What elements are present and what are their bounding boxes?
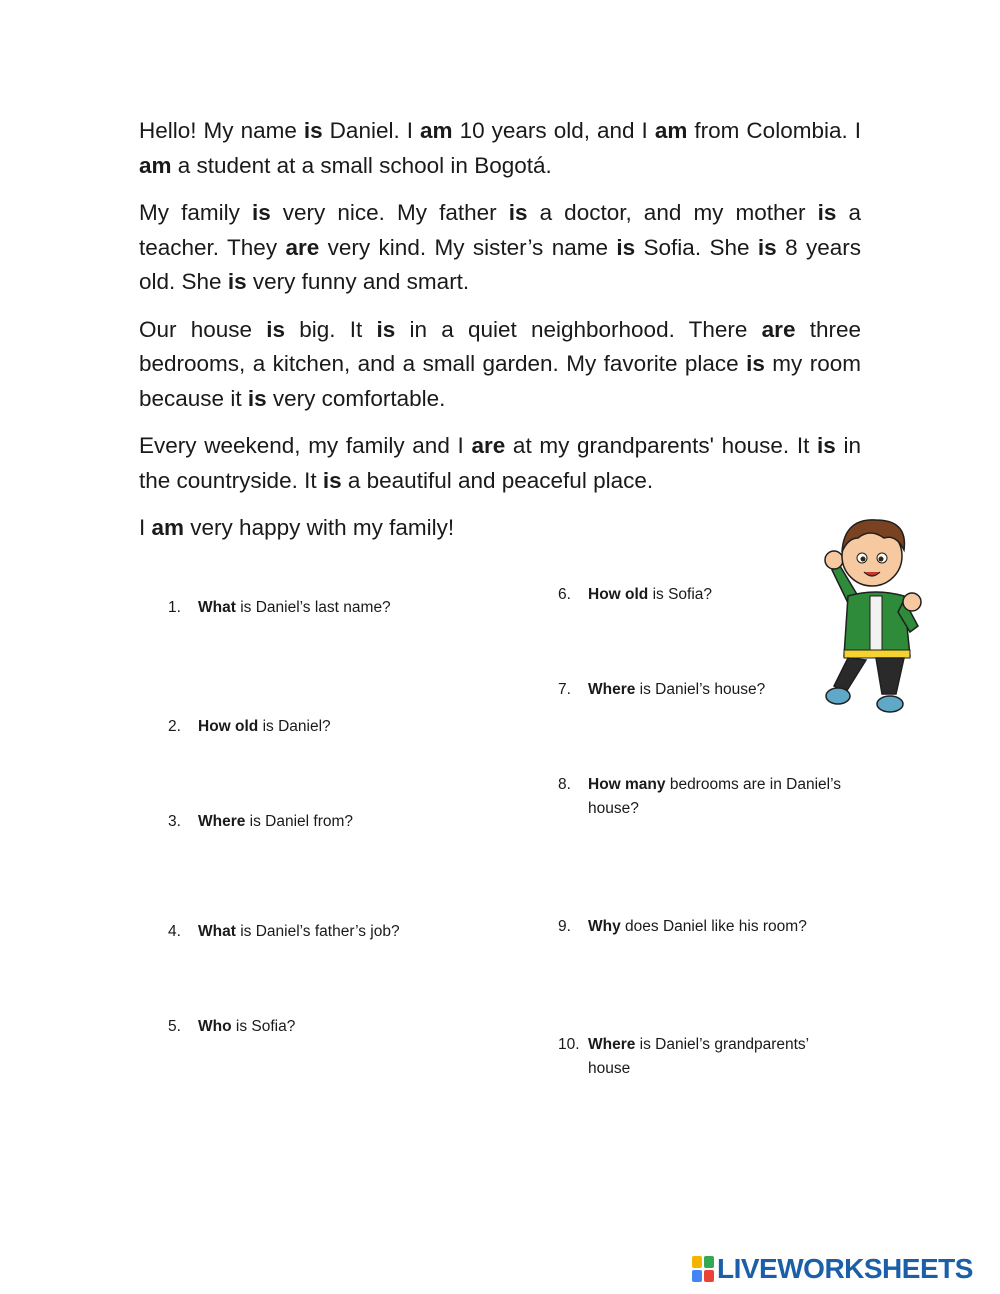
verb-to-be: am [654, 118, 688, 143]
verb-to-be: is [247, 385, 267, 411]
question-text: is Daniel’s house? [635, 681, 766, 698]
paragraph [139, 313, 861, 417]
text-run: very nice. My father [270, 200, 509, 225]
text-run: My family [139, 200, 252, 225]
text-run: three bedrooms, a kitchen, and a small garden. My favorite place [139, 316, 861, 376]
text-run: Daniel. I [322, 118, 421, 143]
question-keyword: Who [198, 1018, 232, 1035]
question-number: 9. [558, 918, 571, 935]
question-4 [168, 920, 528, 944]
question-number: 4. [168, 923, 181, 940]
question-number: 2. [168, 718, 181, 735]
question-text: bedrooms are in Daniel’s [665, 776, 841, 793]
text-run: very comfortable. [266, 385, 446, 411]
text-run: from Colombia. I [687, 118, 861, 143]
text-run: in the countryside. It [139, 433, 861, 493]
text-run: a beautiful and peaceful place. [341, 467, 654, 493]
text-run: very happy with my family! [184, 515, 455, 540]
question-number: 7. [558, 681, 571, 698]
text-run: 10 years old, and I [452, 118, 655, 143]
question-keyword: Why [588, 918, 621, 935]
text-run: a teacher. They [139, 200, 862, 260]
question-number: 8. [558, 776, 571, 793]
logo-text: LIVEWORKSHEETS [717, 1253, 973, 1284]
verb-to-be: am [420, 118, 453, 143]
text-run: a student at a small school in Bogotá. [171, 152, 552, 178]
verb-to-be: are [761, 316, 796, 342]
text-run: Every weekend, my family and I [139, 433, 472, 458]
text-run: Sofia. She [635, 234, 758, 260]
question-number: 10. [558, 1036, 580, 1053]
text-run: very funny and smart. [246, 269, 470, 294]
verb-to-be: is [757, 234, 777, 260]
question-1 [168, 596, 528, 620]
question-text: is Daniel from? [245, 813, 354, 830]
question-number: 6. [558, 586, 571, 603]
question-text: does Daniel like his room? [620, 918, 807, 935]
question-6 [558, 583, 858, 607]
question-number: 3. [168, 813, 181, 830]
logo-mark-icon [692, 1256, 714, 1282]
reading-passage [139, 114, 861, 559]
verb-to-be: am [151, 515, 185, 540]
verb-to-be: is [251, 200, 271, 225]
text-run: my room because it [139, 351, 861, 411]
question-keyword: How many [588, 776, 666, 793]
liveworksheets-logo [692, 1254, 973, 1284]
question-9 [558, 915, 858, 939]
verb-to-be: is [817, 433, 836, 458]
verb-to-be: is [376, 316, 396, 342]
question-text: is Sofia? [231, 1018, 296, 1035]
question-keyword: How old [588, 586, 649, 603]
question-8 [558, 773, 858, 821]
question-text-line2: house? [588, 800, 639, 817]
question-text: is Daniel’s father’s job? [235, 923, 400, 940]
text-run: Our house [139, 316, 267, 342]
verb-to-be: is [508, 200, 528, 225]
verb-to-be: is [817, 200, 837, 225]
question-number: 1. [168, 599, 181, 616]
verb-to-be: is [266, 316, 286, 342]
question-text: is Daniel? [258, 718, 331, 735]
question-keyword: Where [198, 813, 246, 830]
verb-to-be: is [303, 118, 323, 143]
paragraph [139, 511, 861, 546]
text-run: a doctor, and my mother [527, 200, 818, 225]
question-number: 5. [168, 1018, 181, 1035]
text-run: in a quiet neighborhood. There [395, 316, 762, 342]
question-keyword: What [198, 599, 236, 616]
verb-to-be: is [322, 467, 342, 493]
text-run: 8 years old. She [139, 234, 861, 294]
question-keyword: Where [588, 1036, 636, 1053]
question-text-line2: house [588, 1060, 631, 1077]
question-10 [558, 1033, 858, 1081]
verb-to-be: are [471, 433, 506, 458]
question-7 [558, 678, 858, 702]
question-keyword: How old [198, 718, 259, 735]
text-run: I [139, 515, 152, 540]
text-run: at my grandparents' house. It [505, 433, 818, 458]
paragraph [139, 196, 861, 300]
paragraph [139, 114, 861, 183]
verb-to-be: is [616, 234, 636, 260]
question-2 [168, 715, 528, 739]
question-keyword: Where [588, 681, 636, 698]
verb-to-be: am [139, 152, 172, 178]
verb-to-be: is [227, 269, 247, 294]
paragraph [139, 429, 861, 498]
text-run: big. It [285, 316, 377, 342]
question-text: is Sofia? [648, 586, 713, 603]
verb-to-be: is [746, 351, 765, 376]
question-text: is Daniel’s grandparents’ [635, 1036, 810, 1053]
question-keyword: What [198, 923, 236, 940]
boy-illustration [818, 508, 936, 718]
question-3 [168, 810, 528, 834]
question-5 [168, 1015, 528, 1039]
question-text: is Daniel’s last name? [235, 599, 391, 616]
verb-to-be: are [285, 234, 320, 260]
text-run: very kind. My sister’s name [319, 234, 617, 260]
text-run: Hello! My name [139, 118, 304, 143]
